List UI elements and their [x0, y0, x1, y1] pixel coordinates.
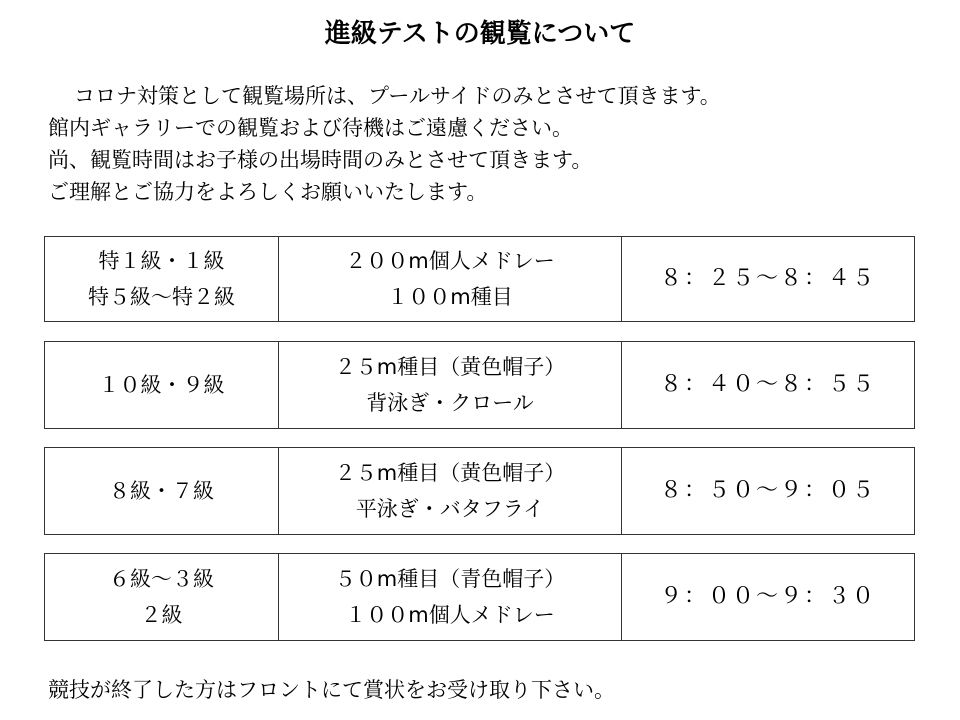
grade-label: ６級～３級	[109, 567, 214, 591]
grade-label: ８級・７級	[109, 479, 214, 503]
notice-line: 尚、観覧時間はお子様の出場時間のみとさせて頂きます。	[48, 148, 593, 172]
notice-paragraph	[48, 80, 928, 208]
grade-label: 特５級～特２級	[88, 285, 235, 309]
notice-line: 館内ギャラリーでの観覧および待機はご遠慮ください。	[48, 116, 573, 140]
event-cell	[279, 237, 622, 321]
grade-label: １０級・９級	[98, 373, 225, 397]
notice-line: ご理解とご協力をよろしくお願いいたします。	[48, 180, 488, 204]
event-cell	[279, 554, 622, 640]
time-cell	[622, 448, 914, 534]
schedule-row	[44, 341, 915, 429]
schedule-row	[44, 447, 915, 535]
time-cell	[622, 237, 914, 321]
page-title: 進級テストの観覧について	[324, 19, 636, 49]
notice-line: コロナ対策として観覧場所は、プールサイドのみとさせて頂きます。	[74, 84, 721, 108]
event-label: ２５m種目（黄色帽子）	[334, 355, 566, 379]
grade-cell	[45, 342, 279, 428]
time-cell	[622, 554, 914, 640]
time-label: ８：５０～９：０５	[659, 478, 876, 503]
time-label: ９：００～９：３０	[659, 584, 876, 609]
event-cell	[279, 448, 622, 534]
event-cell	[279, 342, 622, 428]
grade-cell	[45, 554, 279, 640]
time-label: ８：２５～８：４５	[659, 266, 876, 291]
footer-note: 競技が終了した方はフロントにて賞状をお受け取り下さい。	[48, 678, 615, 702]
grade-label: 特１級・１級	[98, 249, 225, 273]
schedule-row	[44, 553, 915, 641]
event-label: 平泳ぎ・バタフライ	[355, 497, 545, 521]
time-label: ８：４０～８：５５	[659, 372, 876, 397]
grade-label: ２級	[140, 603, 183, 627]
event-label: １００m種目	[387, 285, 513, 309]
schedule-row	[44, 236, 915, 322]
event-label: 背泳ぎ・クロール	[366, 391, 534, 415]
event-label: ２００m個人メドレー	[345, 249, 555, 273]
schedule-table	[44, 236, 915, 641]
event-label: ２５m種目（黄色帽子）	[334, 461, 566, 485]
time-cell	[622, 342, 914, 428]
event-label: １００m個人メドレー	[345, 603, 555, 627]
grade-cell	[45, 448, 279, 534]
grade-cell	[45, 237, 279, 321]
event-label: ５０m種目（青色帽子）	[334, 567, 566, 591]
